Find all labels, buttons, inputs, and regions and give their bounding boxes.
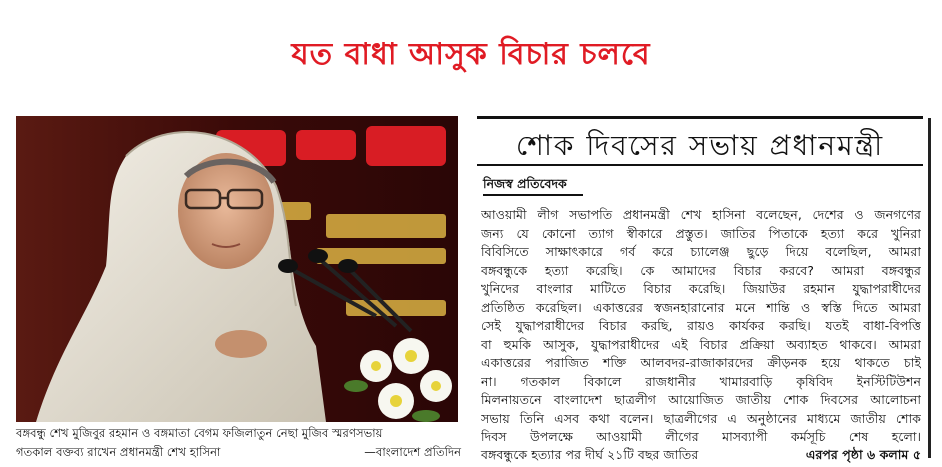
article-line: সেই যুদ্ধাপরাধীদের বিচার করছি, রায়ও কার্যকর করছি। যতই বাধা-বিপত্তি: [481, 318, 921, 333]
article-line: প্রতিষ্ঠিত করেছিল। একাত্তরের স্বজনহারানোর মনে শান্তি ও স্বস্তি দিতে আমরা: [481, 299, 921, 315]
caption-line-1: বঙ্গবন্ধু শেখ মুজিবুর রহমান ও বঙ্গমাতা বেগম ফজিলাতুন নেছা মুজিব স্মরণসভায়: [16, 426, 383, 440]
caption-line-2: গতকাল বক্তব্য রাখেন প্রধানমন্ত্রী শেখ হাসিনা: [16, 445, 221, 459]
article-line: বিবিসিতে সাক্ষাৎকারে গর্ব করে চ্যালেঞ্জ ছুড়ে দিয়ে বলেছিল, আমরা: [481, 244, 921, 259]
article-line: সভায় তিনি এসব কথা বলেন। ছাত্রলীগের এ অনুষ্ঠানের মাধ্যমে জাতীয় শোক: [481, 410, 921, 426]
byline-rule: [483, 194, 583, 196]
article-line: খুনিদের বাংলার মাটিতে বিচার করেছি। জিয়াউর রহমান যুদ্ধাপরাধীদের: [481, 281, 921, 296]
byline: নিজস্ব প্রতিবেদক: [483, 176, 567, 191]
article-line: একাত্তরের পরাজিত শক্তি আলবদর-রাজাকারদের ক্রীড়নক হয়ে থাকতে চাই: [481, 355, 921, 370]
photo-caption: [16, 424, 461, 462]
column-rule: [928, 118, 931, 458]
article-line: মিলনায়তনে বাংলাদেশ ছাত্রলীগ আয়োজিত জাতীয় শোক দিবসের আলোচনা: [481, 392, 921, 407]
article-line: আওয়ামী লীগ সভাপতি প্রধানমন্ত্রী শেখ হাসিনা বলেছেন, দেশের ও জনগণের: [481, 207, 921, 222]
subheadline-bottom-rule: [477, 164, 923, 166]
news-photo: [16, 116, 458, 422]
article-body: [481, 206, 921, 447]
article-last-line: [481, 447, 921, 467]
article-line: না। গতকাল বিকালে রাজধানীর খামারবাড়ি কৃষিবিদ ইনস্টিটিউশন: [481, 373, 921, 389]
last-line-text: বঙ্গবন্ধুকে হত্যার পর দীর্ঘ ২১টি বছর জাতির: [481, 447, 699, 462]
subheadline-box: [477, 116, 923, 168]
subheadline-top-rule: [477, 116, 923, 119]
photo-credit: —বাংলাদেশ প্রতিদিন: [364, 445, 461, 459]
article-line: জন্য যে কোনো ত্যাগ স্বীকারে প্রস্তুত। জাতির পিতাকে হত্যা করে খুনিরা: [481, 225, 921, 241]
subheadline: শোক দিবসের সভায় প্রধানমন্ত্রী: [515, 129, 885, 162]
headline: যত বাধা আসুক বিচার চলবে: [291, 37, 651, 72]
article-line: বঙ্গবন্ধুকে হত্যা করেছি। কে আমাদের বিচার করবে? আমরা বঙ্গবন্ধুর: [481, 262, 921, 278]
continuation-jump[interactable]: এরপর পৃষ্ঠা ৬ কলাম ৫: [805, 447, 921, 462]
article-line: দিবস উপলক্ষে আওয়ামী লীগের মাসব্যাপী কর্মসূচি শেষ হলো।: [481, 429, 921, 444]
article-line: বা হুমকি আসুক, যুদ্ধাপরাধীদের এই বিচার প্রক্রিয়া অব্যাহত থাকবে। আমরা: [481, 336, 921, 352]
